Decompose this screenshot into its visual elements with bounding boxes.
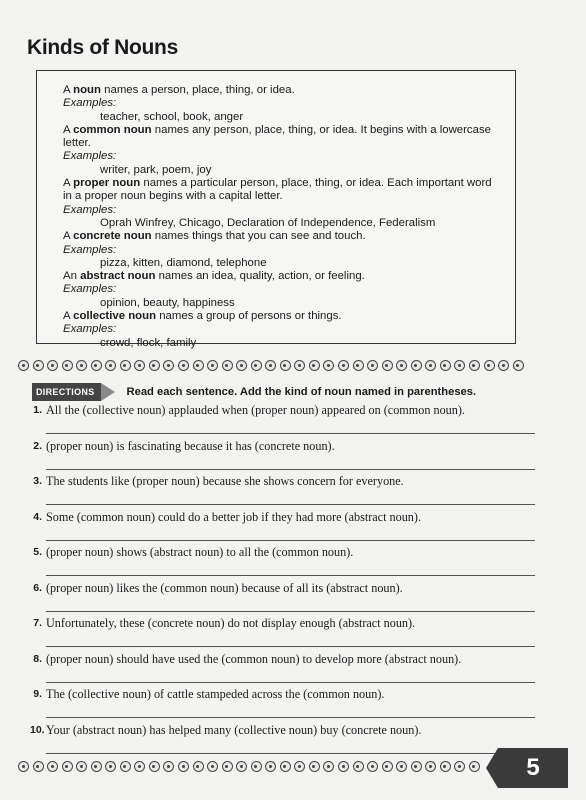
answer-line[interactable]: [46, 433, 535, 434]
spiral-ring-icon: [91, 761, 102, 772]
spiral-ring-icon: [396, 360, 407, 371]
spiral-ring-icon: [222, 360, 233, 371]
definition-term: concrete noun: [73, 230, 152, 243]
exercise-item: [30, 582, 535, 618]
spiral-ring-icon: [134, 360, 145, 371]
examples-label: Examples:: [63, 323, 117, 336]
directions-bar: [32, 383, 476, 401]
exercise-number: 8.: [33, 652, 42, 665]
spiral-ring-icon: [484, 360, 495, 371]
spiral-ring-icon: [91, 360, 102, 371]
definition-line: A noun names a person, place, thing, or idea.: [63, 84, 295, 96]
spiral-ring-icon: [294, 761, 305, 772]
definition-line: A collective noun names a group of persons or things.: [63, 310, 342, 323]
spiral-ring-icon: [193, 761, 204, 772]
exercise-sentence: The students like (proper noun) because she shows concern for everyone.: [46, 474, 404, 488]
examples-list: pizza, kitten, diamond, telephone: [100, 256, 267, 269]
spiral-ring-icon: [353, 360, 364, 371]
exercise-sentence: Unfortunately, these (concrete noun) do not display enough (abstract noun).: [46, 616, 416, 630]
spiral-ring-icon: [338, 761, 349, 772]
spiral-ring-icon: [236, 360, 247, 371]
spiral-ring-icon: [425, 761, 436, 772]
spiral-ring-icon: [353, 761, 364, 772]
arrow-icon: [101, 383, 115, 401]
examples-label: Examples:: [63, 243, 117, 256]
examples-label: Examples:: [63, 283, 117, 296]
exercise-sentence: All the (collective noun) applauded when (proper noun) appeared on (common noun).: [46, 403, 465, 417]
answer-line[interactable]: [46, 611, 535, 612]
spiral-ring-icon: [18, 360, 29, 371]
exercise-item: [30, 617, 535, 653]
spiral-ring-icon: [251, 360, 262, 371]
spiral-ring-icon: [120, 360, 131, 371]
spiral-ring-icon: [425, 360, 436, 371]
exercise-number: 10.: [30, 723, 45, 736]
exercise-item: [30, 475, 535, 511]
spiral-ring-icon: [411, 360, 422, 371]
examples-list: writer, park, poem, joy: [100, 163, 212, 176]
exercise-number: 4.: [33, 510, 42, 523]
definition-term: proper noun: [73, 177, 141, 190]
spiral-ring-icon: [163, 761, 174, 772]
spiral-ring-icon: [236, 761, 247, 772]
spiral-ring-icon: [33, 360, 44, 371]
answer-line[interactable]: [46, 469, 535, 470]
definitions-box: [36, 70, 516, 349]
spiral-ring-icon: [367, 761, 378, 772]
exercise-item: [30, 688, 535, 724]
spiral-ring-icon: [76, 761, 87, 772]
spiral-ring-icon: [47, 761, 58, 772]
examples-list: opinion, beauty, happiness: [100, 296, 235, 309]
spiral-ring-icon: [454, 360, 465, 371]
spiral-ring-icon: [513, 360, 524, 371]
answer-line[interactable]: [46, 753, 535, 754]
spiral-ring-icon: [222, 761, 233, 772]
spiral-ring-icon: [440, 761, 451, 772]
spiral-ring-icon: [280, 360, 291, 371]
exercise-sentence: The (collective noun) of cattle stampeded across the (common noun).: [46, 687, 385, 701]
exercise-list: [30, 404, 535, 759]
spiral-ring-icon: [454, 761, 465, 772]
spiral-ring-icon: [207, 360, 218, 371]
exercise-sentence: (proper noun) should have used the (common noun) to develop more (abstract noun).: [46, 651, 462, 666]
definition-term: abstract noun: [80, 270, 156, 283]
spiral-ring-icon: [33, 761, 44, 772]
exercise-sentence: Your (abstract noun) has helped many (collective noun) buy (concrete noun).: [46, 722, 422, 737]
spiral-ring-icon: [47, 360, 58, 371]
spiral-ring-icon: [18, 761, 29, 772]
answer-line[interactable]: [46, 540, 535, 541]
spiral-ring-icon: [396, 761, 407, 772]
spiral-ring-icon: [62, 360, 73, 371]
exercise-number: 5.: [33, 546, 42, 558]
spiral-ring-icon: [338, 360, 349, 371]
spiral-ring-icon: [323, 360, 334, 371]
exercise-item: [30, 546, 535, 582]
spiral-ring-icon: [367, 360, 378, 371]
spiral-ring-icon: [149, 761, 160, 772]
spiral-ring-icon: [134, 761, 145, 772]
spiral-ring-icon: [178, 360, 189, 371]
exercise-number: 1.: [33, 404, 42, 416]
definitions-list: [63, 84, 509, 350]
definition-term: collective noun: [73, 310, 157, 323]
spiral-rings-bottom: [18, 761, 484, 772]
exercise-sentence: Some (common noun) could do a better job if they had more (abstract noun).: [46, 509, 422, 524]
exercise-number: 3.: [33, 475, 42, 487]
definition-line-continued: in a proper noun begins with a capital letter.: [63, 190, 283, 203]
spiral-ring-icon: [163, 360, 174, 371]
page-title: Kinds of Nouns: [27, 36, 178, 59]
spiral-ring-icon: [105, 761, 116, 772]
spiral-ring-icon: [62, 761, 73, 772]
spiral-ring-icon: [207, 761, 218, 772]
spiral-ring-icon: [309, 360, 320, 371]
exercise-item: [30, 511, 535, 547]
definition-term: common noun: [73, 123, 152, 136]
examples-label: Examples:: [63, 97, 117, 110]
answer-line[interactable]: [46, 504, 535, 505]
spiral-ring-icon: [440, 360, 451, 371]
spiral-ring-icon: [178, 761, 189, 772]
exercise-item: [30, 440, 535, 476]
spiral-ring-icon: [265, 360, 276, 371]
spiral-ring-icon: [294, 360, 305, 371]
exercise-number: 6.: [33, 581, 42, 594]
spiral-ring-icon: [498, 360, 509, 371]
spiral-ring-icon: [309, 761, 320, 772]
definition-term: noun: [73, 84, 101, 96]
exercise-sentence: (proper noun) shows (abstract noun) to all the (common noun).: [46, 545, 354, 559]
spiral-ring-icon: [382, 761, 393, 772]
exercise-number: 2.: [33, 439, 42, 452]
exercise-item: [30, 404, 535, 440]
exercise-item: [30, 724, 535, 760]
spiral-ring-icon: [251, 761, 262, 772]
directions-label: DIRECTIONS: [32, 383, 101, 401]
answer-line[interactable]: [46, 575, 535, 576]
spiral-ring-icon: [193, 360, 204, 371]
examples-list: Oprah Winfrey, Chicago, Declaration of Independence, Federalism: [100, 216, 436, 229]
definition-line: A proper noun names a particular person, place, thing, or idea. Each important word: [63, 177, 492, 190]
definition-line: A concrete noun names things that you can see and touch.: [63, 230, 366, 243]
spiral-ring-icon: [323, 761, 334, 772]
page-number-tab: 5: [498, 748, 568, 788]
answer-line[interactable]: [46, 717, 535, 718]
spiral-ring-icon: [76, 360, 87, 371]
examples-label: Examples:: [63, 150, 117, 163]
answer-line[interactable]: [46, 682, 535, 683]
answer-line[interactable]: [46, 646, 535, 647]
definition-line: A common noun names any person, place, thing, or idea. It begins with a lowercase letter.: [63, 123, 491, 150]
spiral-ring-icon: [120, 761, 131, 772]
exercise-sentence: (proper noun) is fascinating because it has (concrete noun).: [46, 438, 335, 453]
spiral-ring-icon: [469, 360, 480, 371]
spiral-ring-icon: [265, 761, 276, 772]
spiral-ring-icon: [149, 360, 160, 371]
spiral-ring-icon: [382, 360, 393, 371]
spiral-ring-icon: [105, 360, 116, 371]
exercise-number: 7.: [33, 617, 42, 629]
spiral-ring-icon: [280, 761, 291, 772]
examples-label: Examples:: [63, 203, 117, 216]
spiral-ring-icon: [469, 761, 480, 772]
exercise-number: 9.: [33, 688, 42, 700]
spiral-rings-top: [18, 360, 527, 371]
exercise-item: [30, 653, 535, 689]
examples-list: teacher, school, book, anger: [100, 110, 244, 123]
directions-text: Read each sentence. Add the kind of noun named in parentheses.: [126, 386, 477, 398]
exercise-sentence: (proper noun) likes the (common noun) because of all its (abstract noun).: [46, 580, 403, 595]
spiral-ring-icon: [411, 761, 422, 772]
definition-line: An abstract noun names an idea, quality, action, or feeling.: [63, 270, 365, 283]
examples-list: crowd, flock, family: [100, 336, 197, 349]
